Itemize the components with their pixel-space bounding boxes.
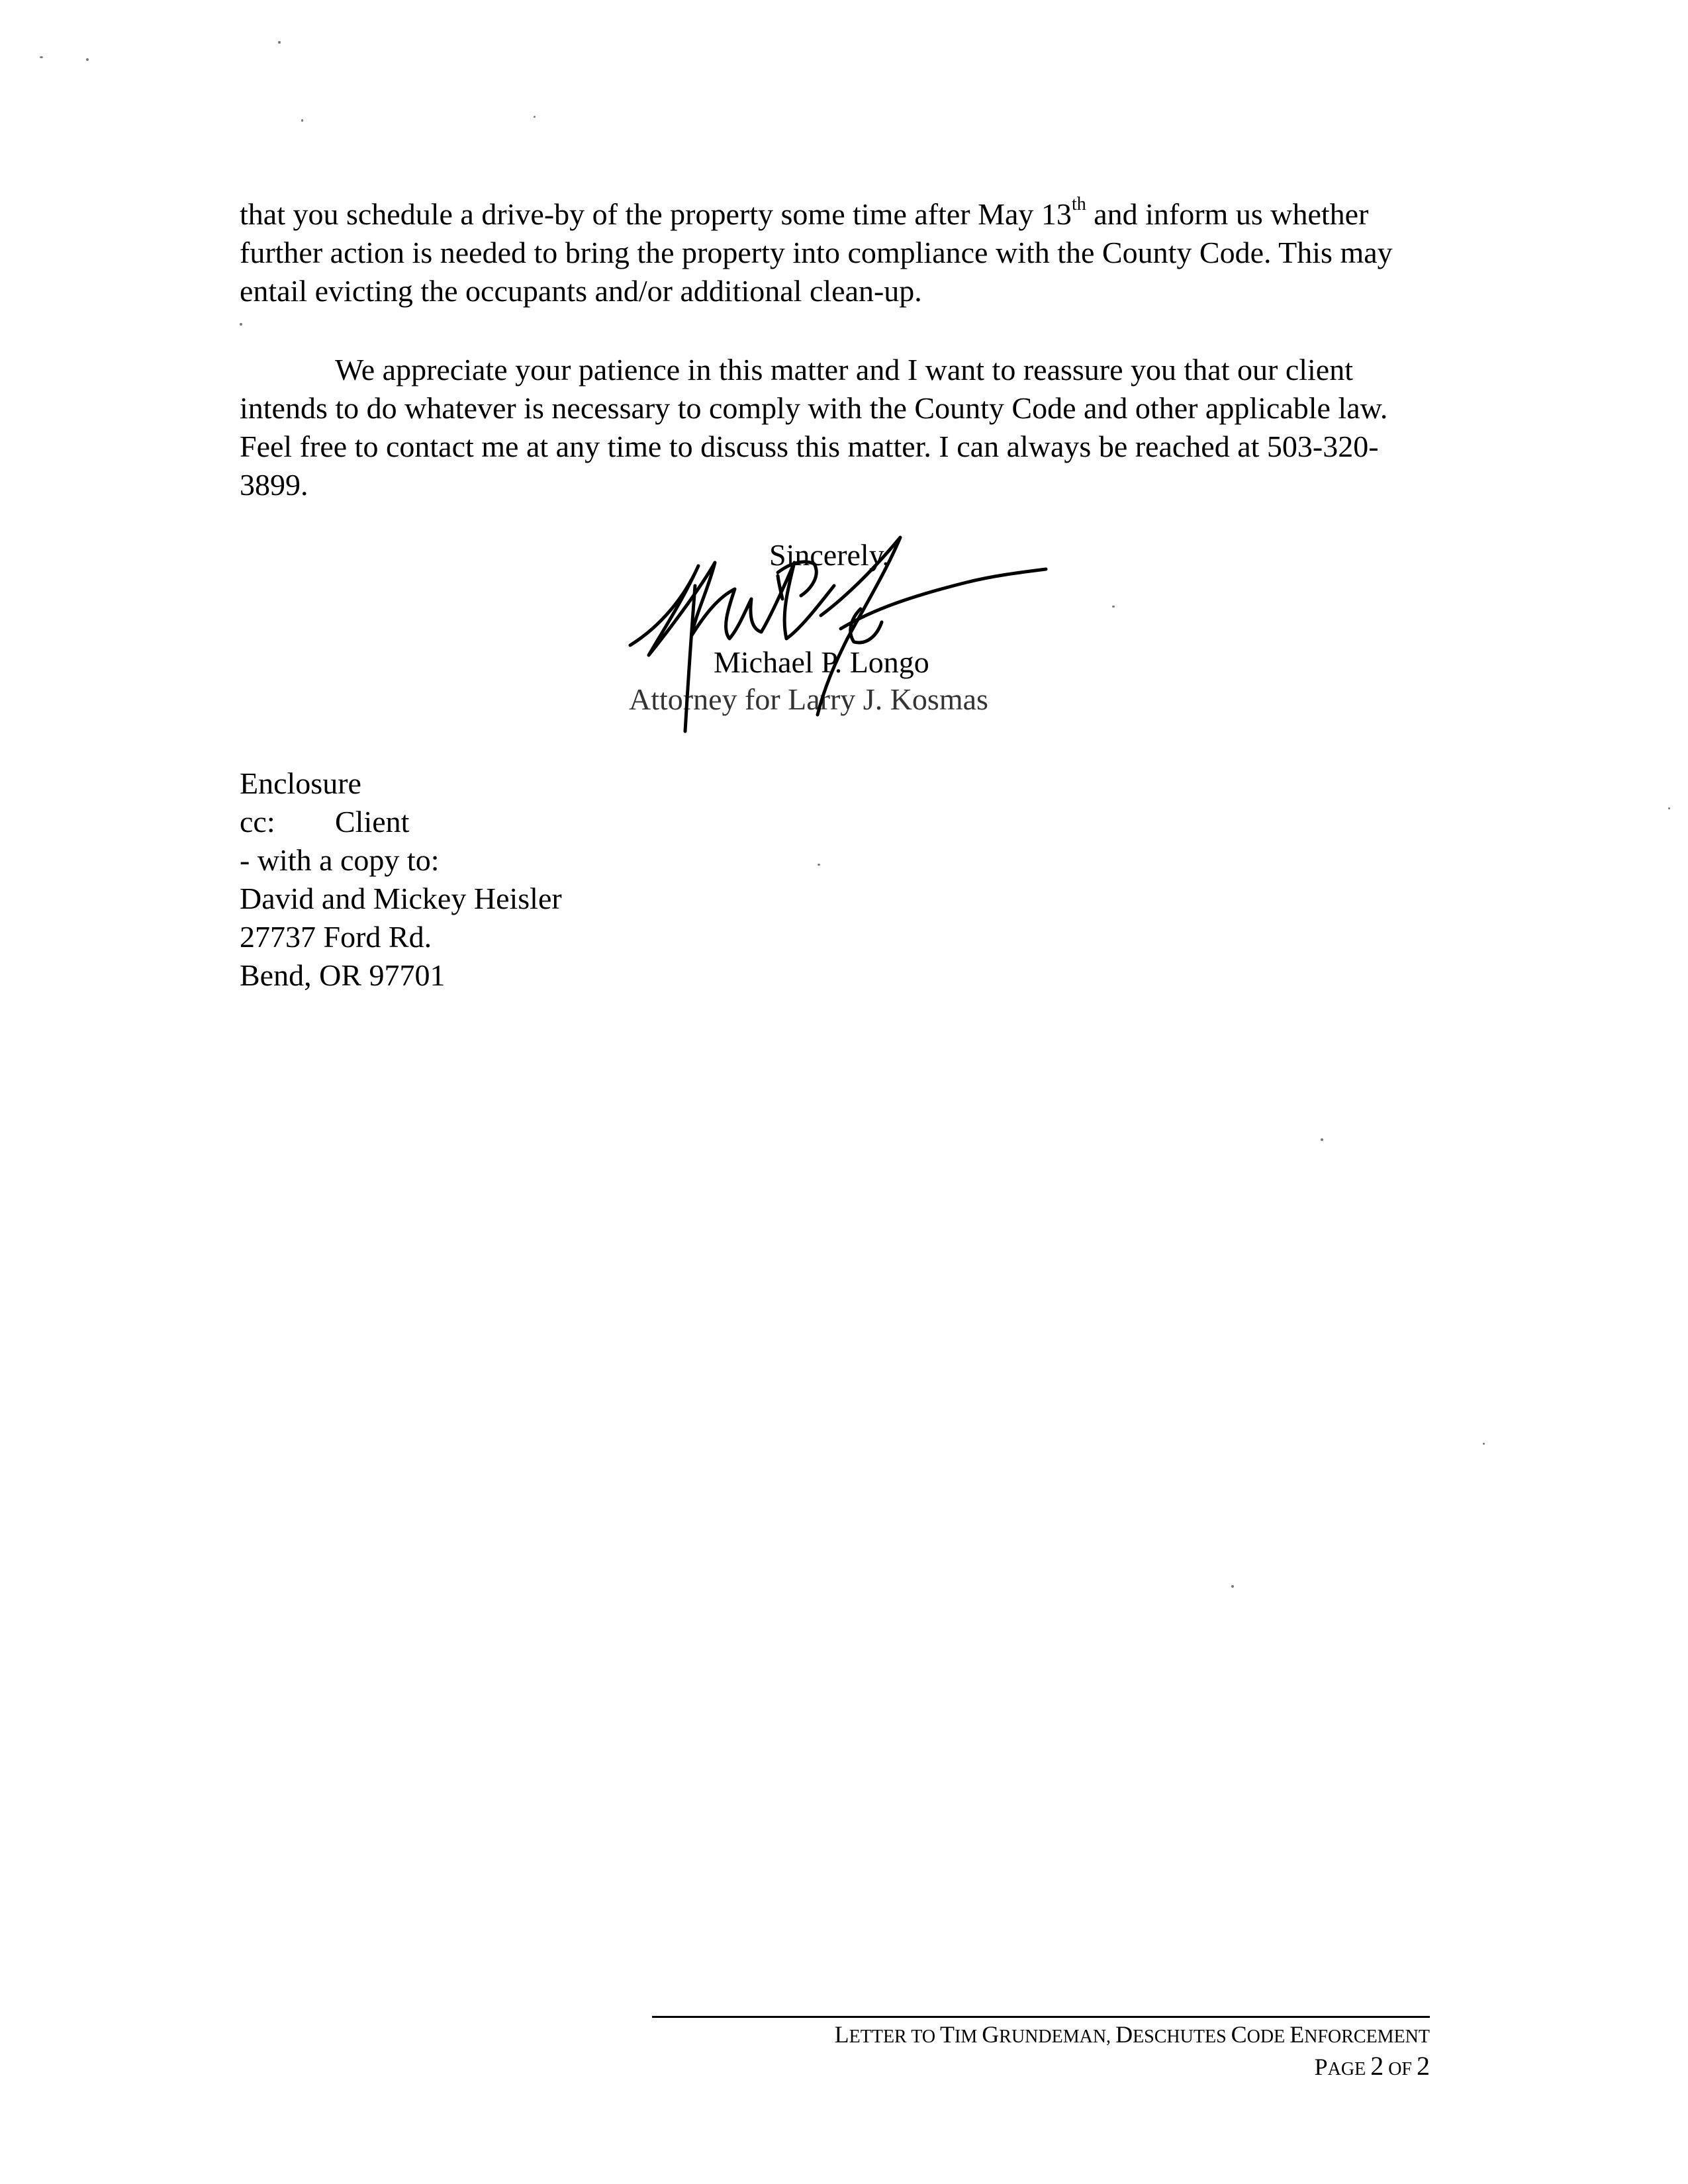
- scan-speck: [86, 58, 89, 61]
- footer-text: ODE: [1246, 2026, 1290, 2047]
- footer-text: OF: [1383, 2059, 1417, 2079]
- footer-title: [835, 2020, 1430, 2052]
- cc-label: cc:: [240, 805, 275, 839]
- cc-line: [240, 803, 562, 841]
- cc-value: Client: [335, 805, 410, 839]
- footer-text: IM: [955, 2026, 982, 2047]
- footer-text: C: [1231, 2021, 1247, 2048]
- scan-speck: [240, 323, 242, 326]
- paragraph-1-text-after: and inform us whether further action is needed to bring the property into compliance with the County Code. This may entail evicting the occupants and/or additional clean-up.: [240, 197, 1393, 308]
- paragraph-1: [240, 195, 1425, 310]
- scan-speck: [1321, 1138, 1323, 1141]
- footer-text: RUNDEMAN,: [999, 2026, 1116, 2047]
- paragraph-2-text: We appreciate your patience in this matter and I want to reassure you that our client intends to do whatever is necessary to comply with the County Code and other applicable law. Feel free to contact me at any time to discuss this matter. I can always be reached at 503-320-3899.: [240, 353, 1388, 502]
- enclosure-label: Enclosure: [240, 766, 361, 800]
- handwritten-signature: [622, 523, 1072, 774]
- scan-speck: [1483, 1443, 1485, 1445]
- total-page-number: 2: [1417, 2051, 1430, 2081]
- footer-text: ESCHUTES: [1133, 2026, 1231, 2047]
- footer-text: AGE: [1327, 2059, 1371, 2079]
- signature-block: [629, 536, 1092, 774]
- footer-text: NFORCEMENT: [1304, 2026, 1430, 2047]
- footer-page-number: [1315, 2052, 1430, 2084]
- copy-city: Bend, OR 97701: [240, 958, 445, 992]
- scan-speck: [278, 41, 281, 44]
- enclosure-block: [240, 764, 562, 995]
- scan-speck: [1231, 1585, 1234, 1588]
- footer-text: T: [940, 2021, 955, 2048]
- footer-text: L: [834, 2021, 849, 2048]
- current-page-number: 2: [1370, 2051, 1384, 2081]
- footer-text: D: [1115, 2021, 1133, 2048]
- signer-title: Attorney for Larry J. Kosmas: [629, 682, 988, 716]
- closing: Sincerely,: [769, 538, 890, 572]
- footer-text: E: [1289, 2021, 1305, 2048]
- footer-text: ETTER TO: [849, 2026, 941, 2047]
- paragraph-1-text-before: that you schedule a drive-by of the property some time after May 13: [240, 197, 1072, 231]
- paragraph-2: [240, 351, 1425, 504]
- copy-street: 27737 Ford Rd.: [240, 920, 432, 954]
- scan-speck: [1668, 807, 1670, 809]
- scan-speck: [301, 119, 303, 122]
- signer-name: Michael P. Longo: [714, 645, 929, 679]
- copy-recipient: David and Mickey Heisler: [240, 882, 562, 915]
- footer-rule: [652, 2016, 1430, 2018]
- footer-text: P: [1314, 2054, 1328, 2080]
- scan-speck: [1112, 606, 1115, 608]
- scan-speck: [818, 864, 820, 866]
- scan-speck: [534, 116, 536, 118]
- copy-to-line: - with a copy to:: [240, 843, 440, 877]
- scan-speck: [40, 56, 43, 58]
- footer-text: G: [982, 2021, 1000, 2048]
- ordinal-suffix: th: [1071, 194, 1086, 214]
